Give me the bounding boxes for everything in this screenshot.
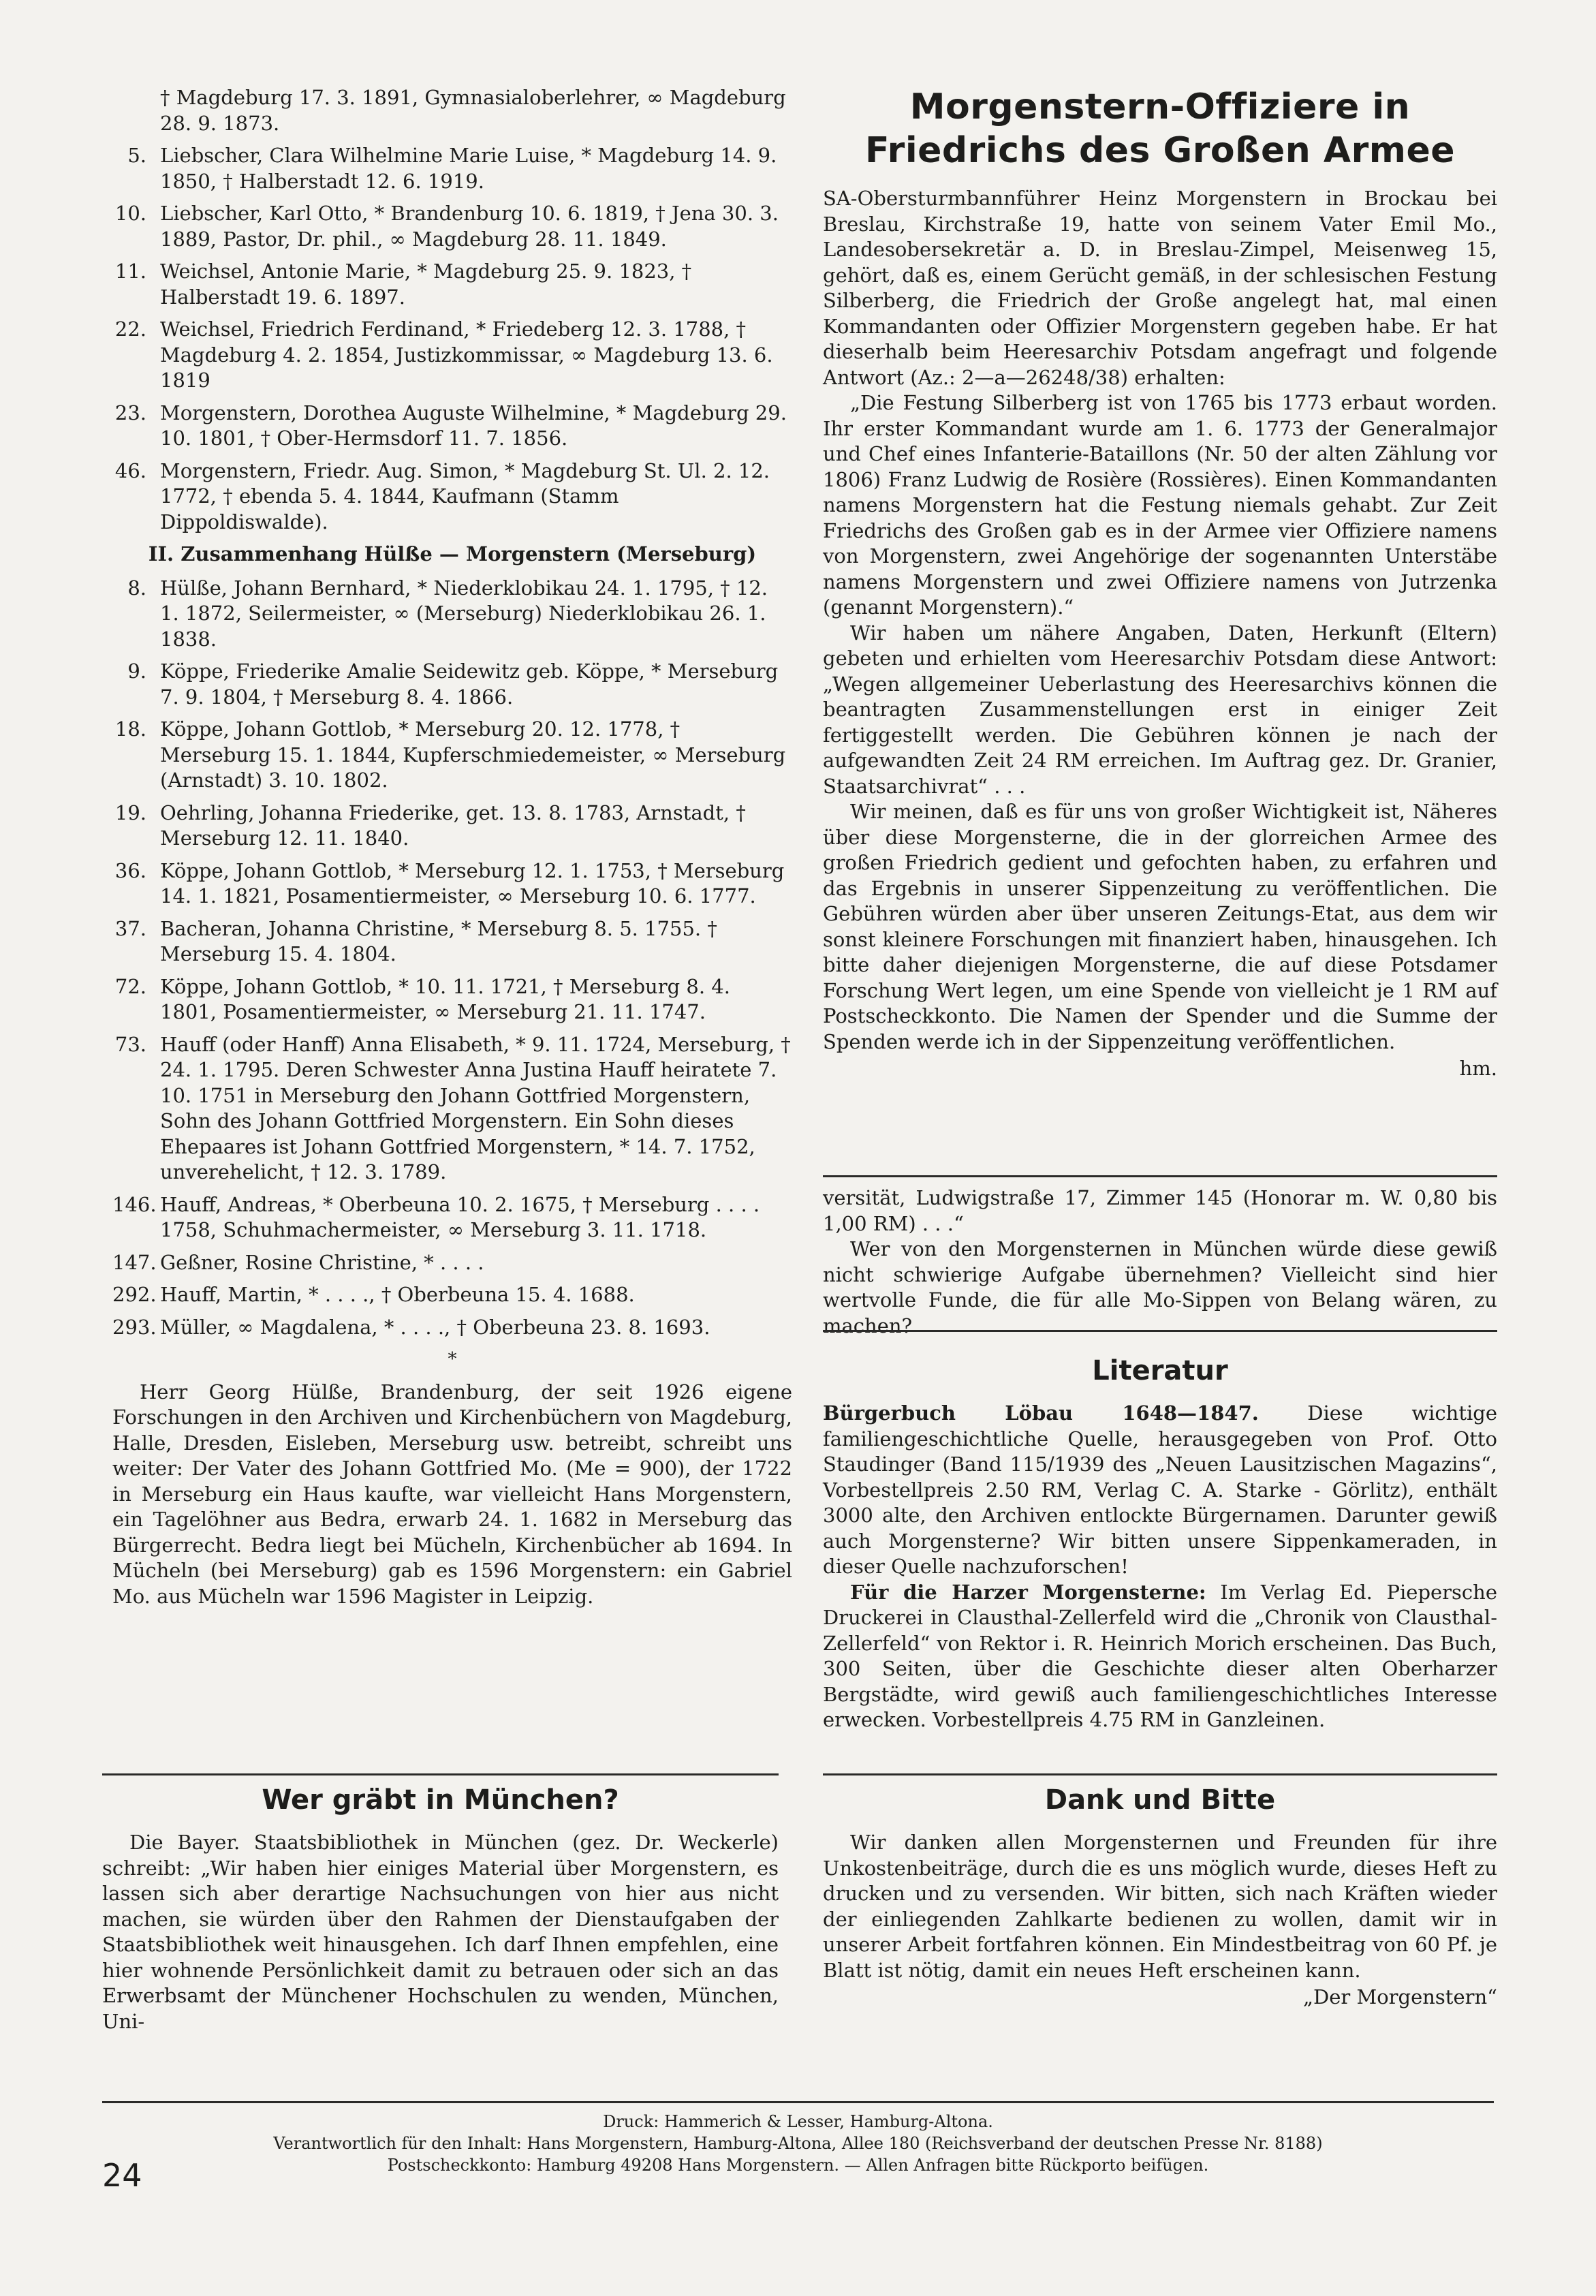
entry-number: 292. — [112, 1283, 157, 1306]
genealogy-entry — [112, 801, 792, 852]
entry-text: Köppe, Friederike Amalie Seidewitz geb. Köppe, * Merseburg 7. 9. 1804, † Merseburg 8. 4. 1866. — [160, 660, 779, 709]
entry-number: 19. — [114, 801, 146, 824]
muenchen-heading: Wer gräbt in München? — [262, 1784, 619, 1816]
genealogy-entry — [112, 576, 792, 653]
entry-number: 9. — [127, 660, 146, 683]
genealogy-entry — [112, 1315, 792, 1341]
entry-text: † Magdeburg 17. 3. 1891, Gymnasialoberlehrer, ∞ Magdeburg 28. 9. 1873. — [160, 86, 786, 135]
entry-text: Liebscher, Clara Wilhelmine Marie Luise, * Magdeburg 14. 9. 1850, † Halberstadt 12. 6. 1919. — [160, 144, 777, 193]
genealogy-entry — [112, 85, 792, 136]
genealogy-entry — [112, 717, 792, 794]
entry-text: Müller, ∞ Magdalena, * . . . ., † Oberbeuna 23. 8. 1693. — [160, 1315, 710, 1339]
literatur-item-title: Für die Harzer Morgensterne: — [850, 1580, 1206, 1604]
section-heading: II. Zusammenhang Hülße — Morgenstern (Merseburg) — [148, 542, 757, 565]
entry-number: 23. — [114, 401, 146, 424]
entry-number: 73. — [114, 1032, 146, 1056]
entry-text: Hauff (oder Hanff) Anna Elisabeth, * 9. 11. 1724, Merseburg, † 24. 1. 1795. Deren Schwester Anna Justina Hauff heiratete 7. 10. 1751 in Merseburg den Johann Gottfried Morgenstern, Sohn des Johann Gottfried Morgenstern. Ein Sohn dieses Ehepaares ist Johann Gottfried Morgenstern, * 14. 7. 1752, unverehelicht, † 12. 3. 1789. — [160, 1032, 791, 1183]
entry-text: Hauff, Andreas, * Oberbeuna 10. 2. 1675, † Merseburg . . . . 1758, Schuhmachermeister, ∞ Merseburg 3. 11. 1718. — [160, 1192, 760, 1241]
literatur-item — [823, 1401, 1497, 1580]
literatur-item — [823, 1580, 1497, 1733]
entry-text: Hülße, Johann Bernhard, * Niederklobikau 24. 1. 1795, † 12. 1. 1872, Seilermeister, ∞ (Merseburg) Niederklobikau 26. 1. 1838. — [160, 576, 768, 651]
left-column — [112, 85, 792, 1609]
muenchen-paragraph: Die Bayer. Staatsbibliothek in München (gez. Dr. Weckerle) schreibt: „Wir haben hier einiges Material über Morgenstern, es lassen sich aber derartige Nachsuchungen von hier aus nicht machen, sie würden über den Rahmen der Dienstaufgaben der Staatsbibliothek weit hinausgehen. Ich darf Ihnen empfehlen, eine hier wohnende Persönlichkeit damit zu betrauen oder sich an das Erwerbsamt der Münchener Hochschulen zu wenden, München, Uni- — [102, 1831, 779, 2033]
genealogy-entry — [112, 916, 792, 967]
entry-text: Köppe, Johann Gottlob, * Merseburg 20. 12. 1778, † Merseburg 15. 1. 1844, Kupferschmiedemeister, ∞ Merseburg (Arnstadt) 3. 10. 1802. — [160, 717, 786, 792]
genealogy-entry — [112, 659, 792, 710]
continuation-block — [823, 1185, 1497, 1339]
divider-rule — [823, 1773, 1497, 1775]
imprint-footer — [102, 2111, 1494, 2176]
literatur-item-text: Diese wichtige familiengeschichtliche Quelle, herausgegeben von Prof. Otto Staudinger (Band 115/1939 des „Neuen Lausitzischen Magazins“, Vorbestellpreis 2.50 RM, Verlag C. A. Starke - Görlitz), enthält 3000 alte, den Archiven entlockte Bürgernamen. Darunter gewiß auch Morgensterne? Wir bitten unsere Sippenkameraden, in dieser Quelle nachzuforschen! — [823, 1401, 1497, 1578]
article-paragraph: Wir haben um nähere Angaben, Daten, Herkunft (Eltern) gebeten und erhielten vom Heeresarchiv Potsdam diese Antwort: „Wegen allgemeiner Ueberlastung des Heeresarchivs können die beantragten Zusammenstellungen erst in einiger Zeit fertiggestellt werden. Die Gebühren können je nach der aufgewandten Zeit 24 RM erreichen. Im Auftrag gez. Dr. Granier, Staatsarchivrat“ . . . — [823, 621, 1497, 798]
genealogy-entry — [112, 1192, 792, 1243]
entry-text: Geßner, Rosine Christine, * . . . . — [160, 1250, 484, 1274]
entry-text: Bacheran, Johanna Christine, * Merseburg 8. 5. 1755. † Merseburg 15. 4. 1804. — [160, 916, 717, 965]
entry-text: Hauff, Martin, * . . . ., † Oberbeuna 15. 4. 1688. — [160, 1283, 635, 1306]
imprint-account: Postscheckkonto: Hamburg 49208 Hans Morgenstern. — Allen Anfragen bitte Rückporto beifügen. — [387, 2156, 1209, 2175]
entry-text: Köppe, Johann Gottlob, * 10. 11. 1721, † Merseburg 8. 4. 1801, Posamentiermeister, ∞ Merseburg 21. 11. 1747. — [160, 974, 730, 1023]
imprint-printer: Druck: Hammerich & Lesser, Hamburg-Altona. — [603, 2112, 993, 2131]
literatur-item-title: Bürgerbuch Löbau 1648—1847. — [823, 1401, 1259, 1425]
entry-number: 36. — [114, 858, 146, 882]
article-signature: hm. — [1459, 1057, 1497, 1080]
entry-number: 146. — [112, 1192, 157, 1216]
entry-text: Morgenstern, Friedr. Aug. Simon, * Magdeburg St. Ul. 2. 12. 1772, † ebenda 5. 4. 1844, Kaufmann (Stamm Dippoldiswalde). — [160, 459, 770, 533]
genealogy-entry — [112, 143, 792, 194]
entry-number: 293. — [112, 1315, 157, 1339]
entry-number: 18. — [114, 717, 146, 741]
asterism-divider: * — [448, 1349, 457, 1369]
entry-text: Köppe, Johann Gottlob, * Merseburg 12. 1. 1753, † Merseburg 14. 1. 1821, Posamentiermeister, ∞ Merseburg 10. 6. 1777. — [160, 858, 785, 907]
entry-number: 22. — [114, 317, 146, 341]
dank-section — [823, 1782, 1497, 2011]
literatur-item-text: Im Verlag Ed. Piepersche Druckerei in Clausthal-Zellerfeld wird die „Chronik von Clausthal-Zellerfeld“ von Rektor i. R. Heinrich Morich erscheinen. Das Buch, 300 Seiten, über die Geschichte dieser alten Oberharzer Bergstädte, wird gewiß auch familiengeschichtliches Interesse erwecken. Vorbestellpreis 4.75 RM in Ganzleinen. — [823, 1580, 1498, 1731]
genealogy-entry — [112, 401, 792, 452]
entry-number: 11. — [114, 260, 146, 283]
divider-rule — [823, 1330, 1497, 1332]
literatur-heading: Literatur — [1092, 1355, 1228, 1386]
divider-rule — [102, 1773, 779, 1775]
entry-number: 8. — [127, 576, 146, 600]
entry-number: 37. — [114, 916, 146, 940]
right-column — [823, 85, 1497, 1082]
huelsse-paragraph: Herr Georg Hülße, Brandenburg, der seit 1926 eigene Forschungen in den Archiven und Kirchenbüchern von Magdeburg, Halle, Dresden, Eisleben, Merseburg usw. betreibt, schreibt uns weiter: Der Vater des Johann Gottfried Mo. (Me = 900), der 1722 in Merseburg ein Haus kaufte, war vielleicht Hans Morgenstern, ein Tagelöhner aus Bedra, erwarb 24. 1. 1682 in Merseburg das Bürgerrecht. Bedra liegt bei Mücheln, Kirchenbücher ab 1694. In Mücheln (bei Merseburg) gab es 1596 Morgenstern: ein Gabriel Mo. aus Mücheln war 1596 Magister in Leipzig. — [112, 1380, 792, 1608]
genealogy-entry — [112, 1282, 792, 1308]
entry-number: 147. — [112, 1250, 157, 1274]
article-headline: Morgenstern-Offiziere in Friedrichs des Großen Armee — [864, 87, 1455, 171]
continuation-paragraph: versität, Ludwigstraße 17, Zimmer 145 (Honorar m. W. 0,80 bis 1,00 RM) . . .“ — [823, 1186, 1497, 1235]
genealogy-entry — [112, 1032, 792, 1185]
footer-rule — [102, 2101, 1494, 2103]
genealogy-entry — [112, 201, 792, 252]
literatur-section — [823, 1353, 1497, 1733]
genealogy-entry — [112, 317, 792, 394]
entry-text: Weichsel, Friedrich Ferdinand, * Friedeberg 12. 3. 1788, † Magdeburg 4. 2. 1854, Justizkommissar, ∞ Magdeburg 13. 6. 1819 — [160, 317, 773, 392]
article-paragraph: SA-Obersturmbannführer Heinz Morgenstern in Brockau bei Breslau, Kirchstraße 19, hatte von seinem Vater Emil Mo., Landesobersekretär a. D. in Breslau-Zimpel, Meisenweg 15, gehört, daß es, einem Gerücht gemäß, in der schlesischen Festung Silberberg, die Friedrich der Große angelegt hat, mal einen Kommandanten oder Offizier Morgenstern gegeben habe. Er hat dieserhalb beim Heeresarchiv Potsdam angefragt und folgende Antwort (Az.: 2—a—26248/38) erhalten: — [823, 187, 1497, 389]
entry-number: 46. — [114, 459, 146, 482]
article-paragraph: „Die Festung Silberberg ist von 1765 bis 1773 erbaut worden. Ihr erster Kommandant wurde am 1. 6. 1773 der Generalmajor und Chef eines Infanterie-Bataillons (Nr. 50 der alten Zählung vor 1806) Franz Ludwig de Rosière (Rossières). Einen Kommandanten namens Morgenstern hat die Festung niemals gehabt. Zur Zeit Friedrichs des Großen gab es in der Armee vier Offiziere namens von Morgenstern, zwei Angehörige der sogenannten Unterstäbe namens Morgenstern und zwei Offiziere namens von Jutrzenka (genannt Morgenstern).“ — [823, 391, 1497, 619]
dank-signature: „Der Morgenstern“ — [1302, 1985, 1497, 2008]
entry-number: 5. — [127, 144, 146, 167]
genealogy-entry — [112, 459, 792, 536]
entry-number: 72. — [114, 974, 146, 998]
genealogy-entry — [112, 259, 792, 310]
entry-text: Oehrling, Johanna Friederike, get. 13. 8. 1783, Arnstadt, † Merseburg 12. 11. 1840. — [160, 801, 746, 850]
article-paragraph: Wir meinen, daß es für uns von großer Wichtigkeit ist, Näheres über diese Morgensterne, die in der glorreichen Armee des großen Friedrich gedient und gefochten haben, zu erfahren und das Ergebnis in unserer Sippenzeitung zu veröffentlichen. Die Gebühren würden aber über unseren Zeitungs-Etat, aus dem wir sonst kleinere Forschungen mit finanziert haben, hinausgehen. Ich bitte daher diejenigen Morgensterne, die auf diese Potsdamer Forschung Wert legen, um eine Spende von vielleicht je 1 RM auf Postscheckkonto. Die Namen der Spender und die Summe der Spenden werde ich in der Sippenzeitung veröffentlichen. — [823, 800, 1497, 1053]
entry-text: Morgenstern, Dorothea Auguste Wilhelmine, * Magdeburg 29. 10. 1801, † Ober-Hermsdorf 11. 7. 1856. — [160, 401, 787, 450]
entry-text: Liebscher, Karl Otto, * Brandenburg 10. 6. 1819, † Jena 30. 3. 1889, Pastor, Dr. phil., ∞ Magdeburg 28. 11. 1849. — [160, 202, 779, 251]
entry-text: Weichsel, Antonie Marie, * Magdeburg 25. 9. 1823, † Halberstadt 19. 6. 1897. — [160, 260, 692, 309]
continuation-paragraph: Wer von den Morgensternen in München würde diese gewiß nicht schwierige Aufgabe übernehmen? Vielleicht sind hier wertvolle Funde, die für alle Mo-Sippen von Belang wären, zu machen? — [823, 1237, 1497, 1337]
divider-rule — [823, 1175, 1497, 1177]
dank-heading: Dank und Bitte — [1044, 1784, 1276, 1816]
page-number: 24 — [102, 2157, 142, 2194]
dank-paragraph: Wir danken allen Morgensternen und Freunden für ihre Unkostenbeiträge, durch die es uns möglich wurde, dieses Heft zu drucken und zu versenden. Wir bitten, sich nach Kräften wieder der einliegenden Zahlkarte bedienen zu wollen, damit wir in unserer Arbeit fortfahren können. Ein Mindestbeitrag von 60 Pf. je Blatt ist nötig, damit ein neues Heft erscheinen kann. — [823, 1831, 1497, 1982]
entry-number: 10. — [114, 202, 146, 225]
imprint-responsible: Verantwortlich für den Inhalt: Hans Morgenstern, Hamburg-Altona, Allee 180 (Reichsverband der deutschen Presse Nr. 8188) — [273, 2134, 1323, 2153]
genealogy-entry — [112, 974, 792, 1025]
genealogy-entry — [112, 1250, 792, 1276]
genealogy-list-merseburg — [112, 576, 792, 1341]
genealogy-entry — [112, 858, 792, 910]
muenchen-section — [102, 1782, 779, 2034]
genealogy-list-top — [112, 85, 792, 535]
